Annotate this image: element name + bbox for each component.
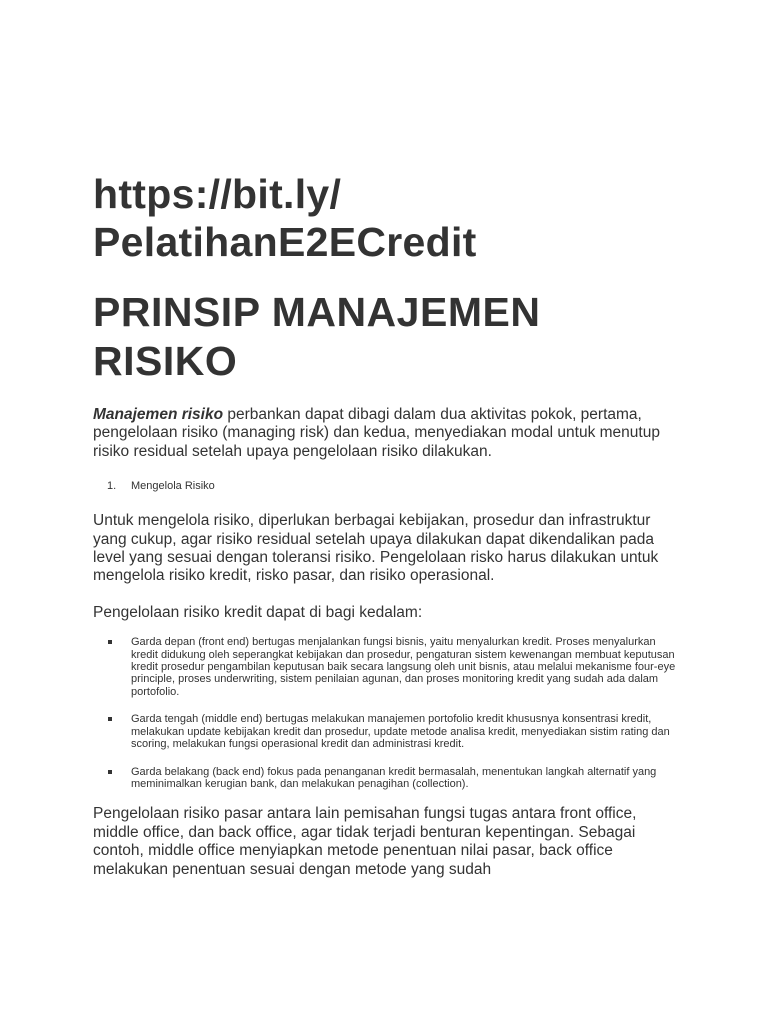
list-item (93, 766, 683, 791)
title-line1: PRINSIP MANAJEMEN (93, 289, 541, 335)
bullet-icon (108, 640, 112, 644)
bullet-text: Garda tengah (middle end) bertugas melakukan manajemen portofolio kredit khususnya konsentrasi kredit, melakukan update kebijakan kredit dan prosedur, update metode analisa kredit, menyediakan sistim rating dan scoring, melakukan fungsi operasional kredit dan administrasi kredit. (131, 713, 670, 751)
url-heading-line2: PelatihanE2ECredit (93, 219, 477, 265)
list-item-text: Mengelola Risiko (131, 480, 215, 493)
bullet-list (93, 636, 683, 790)
numbered-list (93, 479, 683, 493)
list-item (93, 479, 683, 493)
document-page (93, 170, 683, 879)
bullet-icon (108, 717, 112, 721)
paragraph-risiko-kredit: Pengelolaan risiko kredit dapat di bagi kedalam: (93, 603, 423, 621)
intro-paragraph (93, 406, 683, 461)
paragraph-risiko-pasar: Pengelolaan risiko pasar antara lain pemisahan fungsi tugas antara front office, middle office, dan back office, agar tidak terjadi benturan kepentingan. Sebagai contoh, middle office menyiapkan metode penentuan nilai pasar, back office melakukan penentuan sesuai dengan metode yang sudah (93, 805, 637, 878)
paragraph-mengelola-risiko: Untuk mengelola risiko, diperlukan berbagai kebijakan, prosedur dan infrastruktur yang cukup, agar risiko residual setelah upaya dilakukan dapat dikendalikan pada level yang sesuai dengan toleransi risiko. Pengelolaan risko harus dilakukan untuk mengelola risiko kredit, risko pasar, dan risiko operasional. (93, 512, 659, 585)
intro-emphasis: Manajemen risiko (93, 406, 224, 423)
page-title (93, 288, 683, 386)
url-heading-line1: https://bit.ly/ (93, 171, 342, 217)
list-item-number: 1. (107, 480, 117, 493)
list-item (93, 636, 683, 698)
bullet-icon (108, 770, 112, 774)
intro-text: perbankan dapat dibagi dalam dua aktivitas pokok, pertama, pengelolaan risiko (managing risk) dan kedua, menyediakan modal untuk menutup risiko residual setelah upaya pengelolaan risiko dilakukan. (93, 406, 660, 460)
bullet-text: Garda belakang (back end) fokus pada penanganan kredit bermasalah, menentukan langkah alternatif yang meminimalkan kerugian bank, dan melakukan penagihan (collection). (131, 765, 657, 790)
bullet-text: Garda depan (front end) bertugas menjalankan fungsi bisnis, yaitu menyalurkan kredit. Proses menyalurkan kredit didukung oleh seperangkat kebijakan dan prosedur, pengaturan sistem kewenangan membuat keputusan kredit prosedur pengambilan keputusan baik secara langsung oleh unit bisnis, atau melalui mekanisme four-eye principle, proses underwriting, sistem penilaian agunan, dan proses monitoring kredit yang sudah ada dalam portofolio. (131, 636, 676, 698)
list-item (93, 713, 683, 750)
url-heading (93, 170, 683, 266)
title-line2: RISIKO (93, 338, 238, 384)
